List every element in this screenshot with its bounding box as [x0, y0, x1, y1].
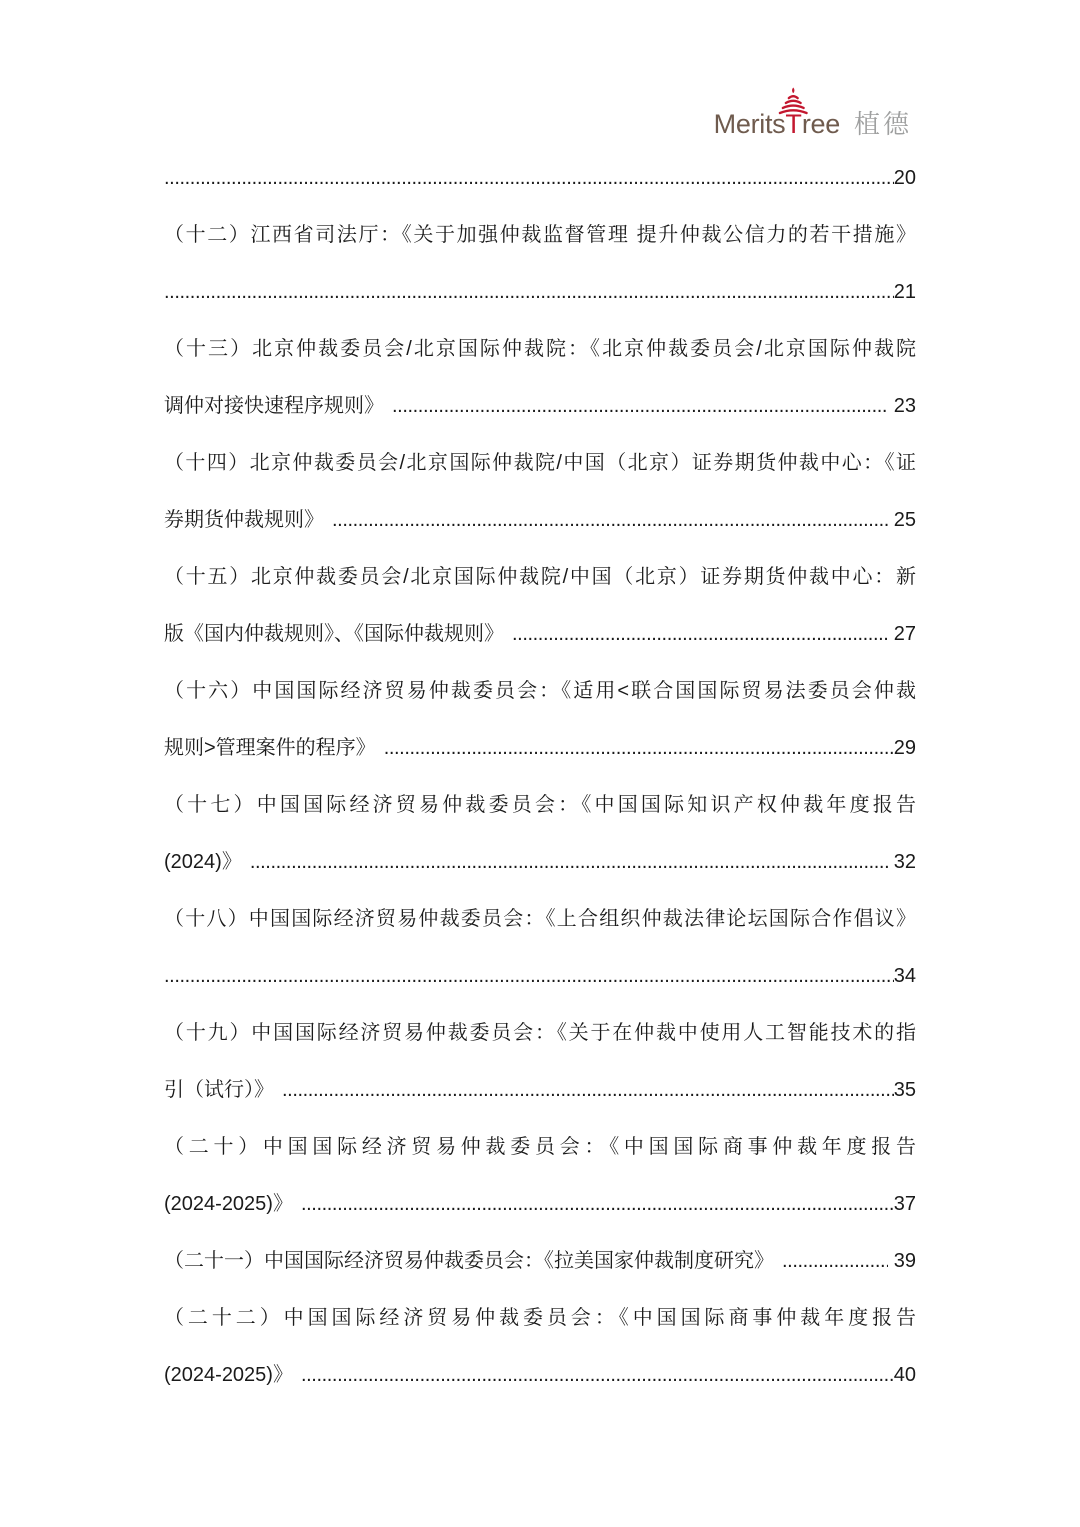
page-number: 21: [893, 281, 916, 303]
dot-leader: [164, 948, 894, 1005]
toc-line: [164, 264, 916, 321]
toc-entry-text: 引（试行）》: [164, 1079, 274, 1101]
page-number: 23: [888, 395, 916, 417]
toc-line: [164, 1062, 916, 1119]
page-number: 35: [893, 1079, 916, 1101]
page-number: 25: [888, 509, 916, 531]
toc-line: （十四）北京仲裁委员会/北京国际仲裁院/中国（北京）证券期货仲裁中心：《证: [164, 452, 916, 474]
toc-line: [164, 378, 916, 435]
toc-entry-text: (2024)》: [164, 851, 242, 873]
page-number: 39: [888, 1250, 916, 1272]
dot-leader: [164, 264, 894, 321]
toc-line: （十二）江西省司法厅：《关于加强仲裁监督管理 提升仲裁公信力的若干措施》: [164, 224, 916, 246]
dot-leader: [392, 378, 888, 435]
toc-line: [164, 720, 916, 777]
toc-line: （十三）北京仲裁委员会/北京国际仲裁院：《北京仲裁委员会/北京国际仲裁院: [164, 338, 916, 360]
dot-leader: [282, 1062, 894, 1119]
dot-leader: [384, 720, 894, 777]
toc-line: [164, 948, 916, 1005]
toc-entry-text: （二十一）中国国际经济贸易仲裁委员会：《拉美国家仲裁制度研究》: [164, 1250, 774, 1272]
toc-entry-text: 券期货仲裁规则》: [164, 509, 324, 531]
logo-letter-t: [785, 111, 802, 138]
meritstree-logo: [714, 111, 912, 138]
logo-text-merits: Merits: [713, 109, 786, 139]
page-number: 20: [893, 167, 916, 189]
toc-line: [164, 1176, 916, 1233]
logo-text-t: T: [785, 109, 802, 139]
logo-text-ree: ree: [801, 109, 840, 139]
toc-line: （十九）中国国际经济贸易仲裁委员会：《关于在仲裁中使用人工智能技术的指: [164, 1022, 916, 1044]
page-number: 29: [893, 737, 916, 759]
page-number: 37: [893, 1193, 916, 1215]
toc-line: [164, 606, 916, 663]
toc-line: （十八）中国国际经济贸易仲裁委员会：《上合组织仲裁法律论坛国际合作倡议》: [164, 908, 916, 930]
dot-leader: [250, 834, 888, 891]
dot-leader: [782, 1233, 888, 1290]
table-of-contents: [164, 150, 916, 1404]
toc-line: （十六）中国国际经济贸易仲裁委员会：《适用<联合国国际贸易法委员会仲裁: [164, 680, 916, 702]
toc-line: （十五）北京仲裁委员会/北京国际仲裁院/中国（北京）证券期货仲裁中心：新: [164, 566, 916, 588]
toc-line: （二十二）中国国际经济贸易仲裁委员会：《中国国际商事仲裁年度报告: [164, 1307, 916, 1329]
logo-text-chinese: 植德: [853, 109, 912, 139]
toc-line: [164, 1233, 916, 1290]
toc-line: [164, 1347, 916, 1404]
dot-leader: [332, 492, 888, 549]
dot-leader: [512, 606, 888, 663]
page-number: 27: [888, 623, 916, 645]
toc-line: （二十）中国国际经济贸易仲裁委员会：《中国国际商事仲裁年度报告: [164, 1136, 916, 1158]
tree-icon: [774, 87, 812, 113]
toc-line: [164, 834, 916, 891]
toc-line: [164, 492, 916, 549]
dot-leader: [164, 150, 894, 207]
toc-line: （十七）中国国际经济贸易仲裁委员会：《中国国际知识产权仲裁年度报告: [164, 794, 916, 816]
dot-leader: [301, 1176, 894, 1233]
toc-entry-text: (2024-2025)》: [164, 1193, 293, 1215]
toc-line: [164, 150, 916, 207]
dot-leader: [301, 1347, 894, 1404]
toc-entry-text: 规则>管理案件的程序》: [164, 737, 376, 759]
page-number: 32: [888, 851, 916, 873]
toc-entry-text: (2024-2025)》: [164, 1364, 293, 1386]
toc-entry-text: 调仲对接快速程序规则》: [164, 395, 384, 417]
toc-entry-text: 版《国内仲裁规则》、《国际仲裁规则》: [164, 623, 504, 645]
page-number: 34: [893, 965, 916, 987]
page-number: 40: [893, 1364, 916, 1386]
